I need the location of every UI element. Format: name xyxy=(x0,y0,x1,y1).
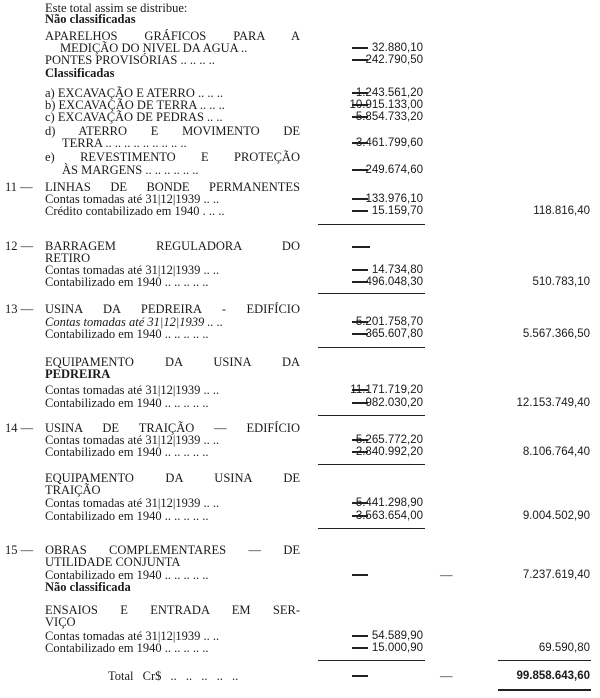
rule-line xyxy=(318,528,425,529)
dash-mark xyxy=(352,210,368,212)
rule-line xyxy=(318,347,425,348)
section-title: UTILIDADE CONJUNTA xyxy=(45,555,181,569)
rule-line xyxy=(318,224,425,225)
value: 5.854.733,20 xyxy=(355,111,423,123)
section-total: 7.237.619,40 xyxy=(522,569,590,581)
row-label: Contas tomadas até 31|12|1939 .. .. xyxy=(45,629,220,643)
value: 15.159,70 xyxy=(371,205,423,217)
value: 982.030,20 xyxy=(365,397,423,409)
rule-line xyxy=(498,689,591,691)
value: 54.589,90 xyxy=(371,630,423,642)
item-label: b) EXCAVAÇÃO DE TERRA .. .. .. xyxy=(45,98,225,112)
item-label: MEDIÇÃO DO NIVEL DA AGUA .. xyxy=(60,41,248,55)
item-label: PONTES PROVISÓRIAS .. .. .. .. xyxy=(45,53,215,67)
row-label: Contas tomadas até 31|12|1939 .. .. xyxy=(45,263,220,277)
row-label: Contabilizado em 1940 .. .. .. .. .. xyxy=(45,641,209,655)
section-title: USINA DA PEDREIRA - EDIFÍCIO xyxy=(45,302,300,316)
section-total: 8.106.764,40 xyxy=(522,446,590,458)
item-label: TERRA .. .. .. .. .. .. .. .. .. xyxy=(62,136,187,150)
section-title: OBRAS COMPLEMENTARES — DE xyxy=(45,543,300,557)
section-number: 15 — xyxy=(5,543,34,557)
value: 5.201.758,70 xyxy=(355,316,423,328)
dash-mark xyxy=(352,47,368,49)
item-label: a) EXCAVAÇÃO E ATERRO .. .. .. xyxy=(45,86,224,100)
section-title: EQUIPAMENTO DA USINA DA xyxy=(45,355,300,369)
item-label: APARELHOS GRÁFICOS PARA A xyxy=(45,29,300,43)
section-number: 11 — xyxy=(5,180,33,194)
value: 2.840.992,20 xyxy=(355,446,423,458)
section-total: 12.153.749,40 xyxy=(516,397,590,409)
section-number: 14 — xyxy=(5,421,34,435)
dash-mark xyxy=(352,574,368,576)
value: 11.171.719,20 xyxy=(350,384,423,396)
section-title: VIÇO xyxy=(45,615,76,629)
section-title: PEDREIRA xyxy=(45,367,111,381)
dash-mark xyxy=(352,675,368,677)
row-label: Contabilizado em 1940 .. .. .. .. .. xyxy=(45,396,209,410)
value: 249.674,60 xyxy=(365,164,423,176)
value: 14.734,80 xyxy=(371,264,423,276)
heading-nao-classificada: Não classificada xyxy=(45,580,131,594)
rule-line xyxy=(318,660,425,661)
section-total: 5.567.366,50 xyxy=(522,328,590,340)
item-label: e) REVESTIMENTO E PROTEÇÃO xyxy=(45,150,300,164)
section-title: ENSAIOS E ENTRADA EM SER- xyxy=(45,603,300,617)
row-label: Crédito contabilizado em 1940 . .. .. xyxy=(45,204,225,218)
dash-mark: — xyxy=(440,568,453,582)
value: 3.461.799,60 xyxy=(355,137,423,149)
rule-line xyxy=(318,464,425,465)
dash-mark: — xyxy=(440,669,453,683)
section-title: TRAIÇÃO xyxy=(45,483,101,497)
rule-line xyxy=(318,293,425,294)
item-label: c) EXCAVAÇÃO DE PEDRAS .. .. xyxy=(45,110,223,124)
dash-mark xyxy=(352,635,368,637)
section-total: 69.590,80 xyxy=(538,642,590,654)
heading-nao-classificadas: Não classificadas xyxy=(45,12,136,26)
rule-line xyxy=(318,415,425,416)
dash-mark xyxy=(352,269,368,271)
section-title: EQUIPAMENTO DA USINA DE xyxy=(45,471,300,485)
section-title: RETIRO xyxy=(45,251,91,265)
row-label: Contabilizado em 1940 .. .. .. .. .. xyxy=(45,568,209,582)
value: 133.976,10 xyxy=(365,193,423,205)
row-label: Contabilizado em 1940 .. .. .. .. .. xyxy=(45,509,209,523)
value: 5.265.772,20 xyxy=(355,434,423,446)
section-number: 13 — xyxy=(5,302,34,316)
dash-mark xyxy=(352,647,368,649)
row-label: Contas tomadas até 31|12|1939 .. .. xyxy=(45,192,220,206)
value: 10.915.133,00 xyxy=(349,99,423,111)
value: 1.243.561,20 xyxy=(355,87,423,99)
section-title: LINHAS DE BONDE PERMANENTES xyxy=(45,180,300,194)
value: 5.441.298,90 xyxy=(355,497,423,509)
value: 15.000,90 xyxy=(371,642,423,654)
row-label: Contas tomadas até 31|12|1939 .. .. xyxy=(45,496,220,510)
rule-line xyxy=(498,660,591,661)
intro-text: Este total assim se distribue: xyxy=(45,1,188,15)
dash-mark xyxy=(352,246,370,248)
item-label: ÀS MARGENS .. .. .. .. .. .. xyxy=(62,163,199,177)
row-label: Contabilizado em 1940 .. .. .. .. .. xyxy=(45,275,209,289)
row-label: Contas tomadas até 31|12|1939 .. .. xyxy=(45,383,220,397)
row-label: Contas tomadas até 31|12|1939 .. .. xyxy=(45,315,224,329)
section-title: BARRAGEM REGULADORA DO xyxy=(45,239,300,253)
heading-classificadas: Classificadas xyxy=(45,66,115,80)
row-label: Contabilizado em 1940 .. .. .. .. .. xyxy=(45,327,209,341)
grand-total: 99.858.643,60 xyxy=(516,670,590,682)
section-total: 510.783,10 xyxy=(532,276,590,288)
value: 32.880,10 xyxy=(371,42,423,54)
section-total: 9.004.502,90 xyxy=(522,510,590,522)
row-label: Contas tomadas até 31|12|1939 .. .. xyxy=(45,433,220,447)
value: 3.563.654,00 xyxy=(355,510,423,522)
section-number: 12 — xyxy=(5,239,34,253)
value: 242.790,50 xyxy=(365,54,423,66)
row-label: Contabilizado em 1940 .. .. .. .. .. xyxy=(45,445,209,459)
total-label: Total Cr$ .. .. .. .. .. xyxy=(108,669,239,683)
value: 365.607,80 xyxy=(365,328,423,340)
value: 496.048,30 xyxy=(365,276,423,288)
section-total: 118.816,40 xyxy=(533,205,590,217)
section-title: USINA DE TRAIÇÃO — EDIFÍCIO xyxy=(45,421,300,435)
item-label: d) ATERRO E MOVIMENTO DE xyxy=(45,124,300,138)
